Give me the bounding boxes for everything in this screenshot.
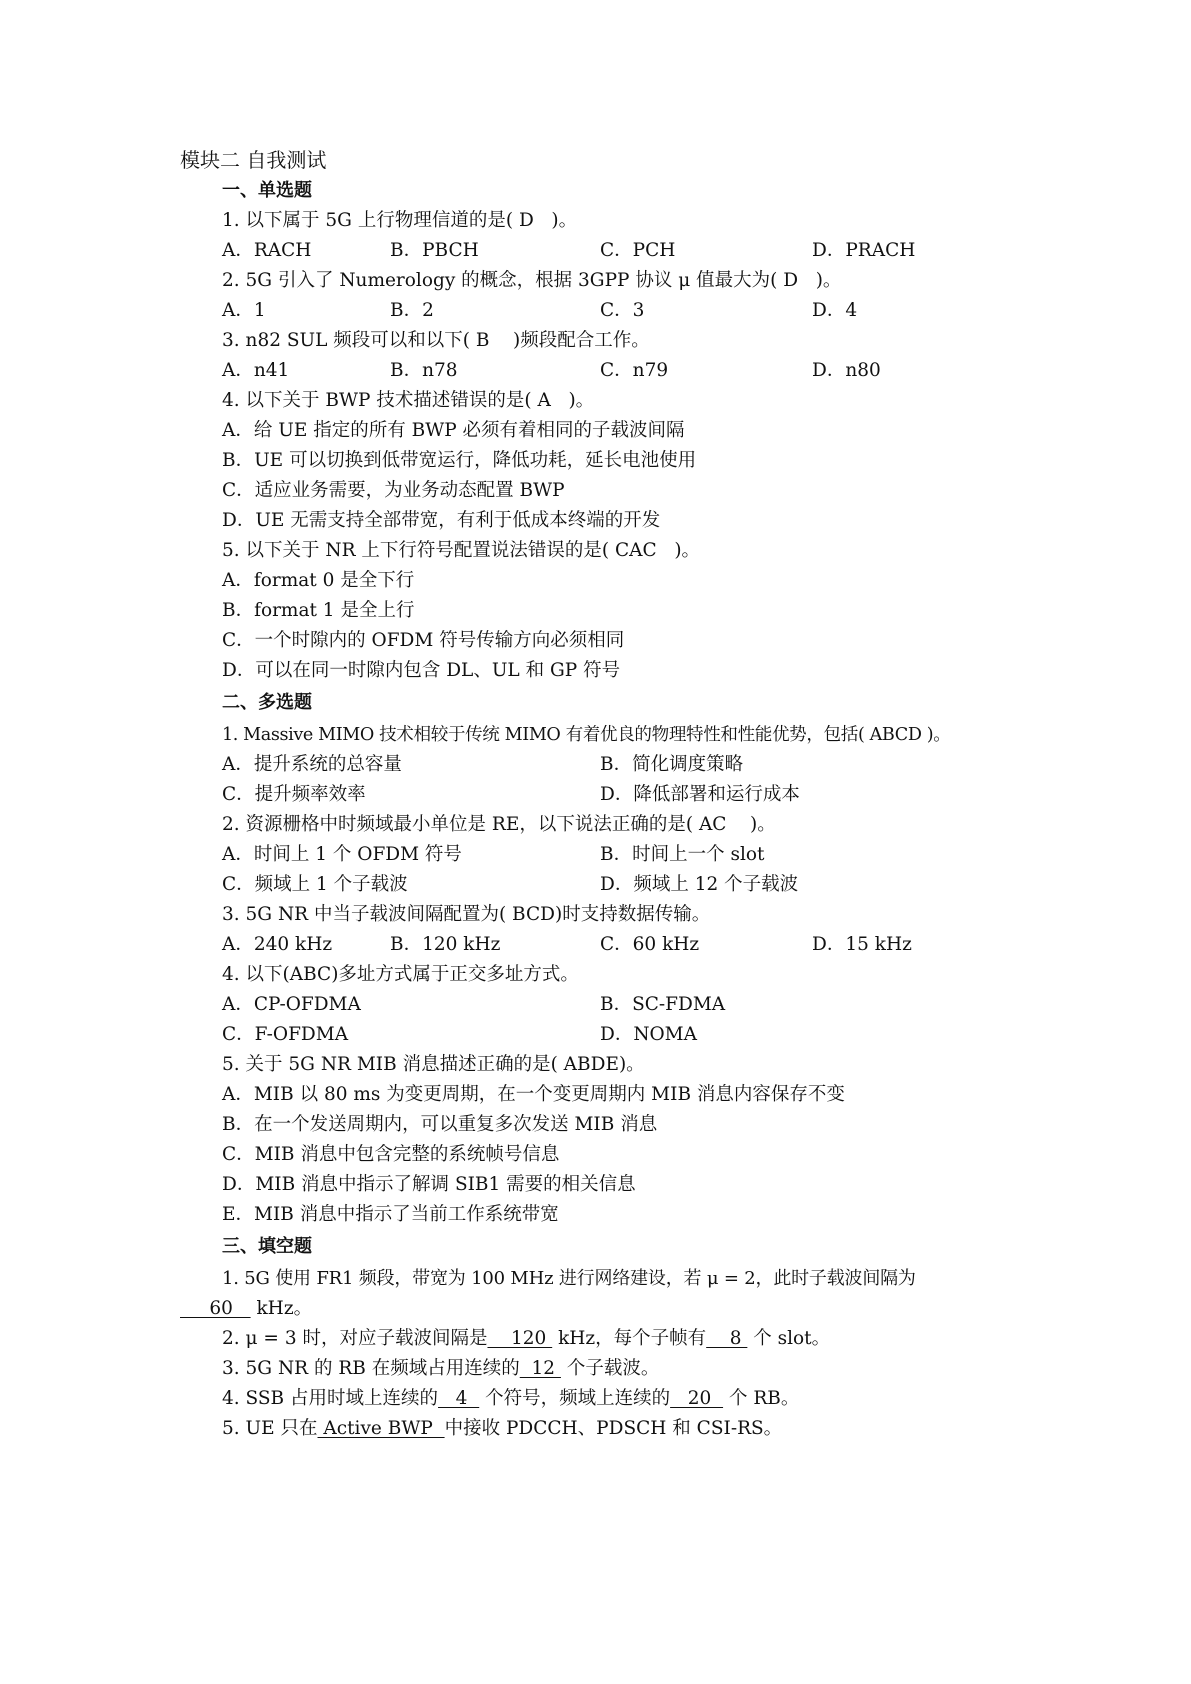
option-b: B．简化调度策略: [600, 754, 744, 775]
option-b: B．UE 可以切换到低带宽运行，降低功耗，延长电池使用: [222, 450, 697, 471]
section-heading-multi: 二、多选题: [222, 692, 312, 713]
option-a: A．提升系统的总容量: [222, 754, 402, 775]
option-b: B．PBCH: [390, 240, 479, 261]
option-b: B．120 kHz: [390, 934, 501, 955]
option-b: B．SC-FDMA: [600, 994, 726, 1015]
fill-question-text: 个子载波。: [560, 1358, 660, 1379]
fill-question-text: 个 RB。: [723, 1388, 800, 1409]
fill-question: [222, 1356, 659, 1382]
option-d: D．15 kHz: [812, 934, 912, 955]
option-c: C．60 kHz: [600, 934, 700, 955]
fill-question-text: 3. 5G NR 的 RB 在频域占用连续的: [222, 1358, 520, 1379]
page-title: 模块二 自我测试: [180, 148, 327, 172]
option-c: C．频域上 1 个子载波: [222, 874, 408, 895]
fill-answer: 12: [519, 1358, 561, 1379]
option-b: B．2: [390, 300, 434, 321]
question-stem: 5. 以下关于 NR 上下行符号配置说法错误的是( CAC )。: [222, 540, 701, 561]
option-b: B．n78: [390, 360, 458, 381]
section-heading-fill: 三、填空题: [222, 1236, 312, 1257]
option-d: D．NOMA: [600, 1024, 697, 1045]
question-stem: 1. Massive MIMO 技术相较于传统 MIMO 有着优良的物理特性和性能优势，包括( ABCD )。: [222, 725, 951, 745]
option-a: A．format 0 是全下行: [222, 570, 415, 591]
option-d: D．UE 无需支持全部带宽，有利于低成本终端的开发: [222, 510, 661, 531]
option-c: C．PCH: [600, 240, 676, 261]
fill-answer: 120: [487, 1328, 553, 1349]
option-d: D．4: [812, 300, 858, 321]
option-a: A．240 kHz: [222, 934, 333, 955]
option-c: C．MIB 消息中包含完整的系统帧号信息: [222, 1144, 560, 1165]
fill-question-text: 1. 5G 使用 FR1 频段，带宽为 100 MHz 进行网络建设，若 μ = 2，此时子载波间隔为: [222, 1268, 916, 1289]
option-d: D．n80: [812, 360, 881, 381]
question-stem: 5. 关于 5G NR MIB 消息描述正确的是( ABDE)。: [222, 1054, 645, 1075]
option-c: C．n79: [600, 360, 669, 381]
fill-question-continuation: [180, 1296, 312, 1322]
fill-question-text: kHz。: [250, 1298, 313, 1319]
fill-question-text: kHz，每个子帧有: [552, 1328, 707, 1349]
fill-question: [222, 1386, 799, 1412]
question-stem: 2. 5G 引入了 Numerology 的概念，根据 3GPP 协议 μ 值最大为( D )。: [222, 270, 842, 291]
question-stem: 4. 以下(ABC)多址方式属于正交多址方式。: [222, 964, 579, 985]
option-a: A．RACH: [222, 240, 312, 261]
option-d: D．降低部署和运行成本: [600, 784, 800, 805]
fill-question-text: 个符号，频域上连续的: [479, 1388, 671, 1409]
question-stem: 3. n82 SUL 频段可以和以下( B )频段配合工作。: [222, 330, 650, 351]
option-e: E．MIB 消息中指示了当前工作系统带宽: [222, 1204, 559, 1225]
section-heading-single: 一、单选题: [222, 180, 312, 201]
option-c: C．提升频率效率: [222, 784, 366, 805]
fill-question-text: 2. μ = 3 时，对应子载波间隔是: [222, 1328, 488, 1349]
fill-answer: 60: [180, 1298, 251, 1319]
option-a: A．时间上 1 个 OFDM 符号: [222, 844, 462, 865]
fill-question-text: 个 slot。: [747, 1328, 831, 1349]
option-c: C．适应业务需要，为业务动态配置 BWP: [222, 480, 565, 501]
option-d: D．可以在同一时隙内包含 DL、UL 和 GP 符号: [222, 660, 621, 681]
fill-question-text: 4. SSB 占用时域上连续的: [222, 1388, 439, 1409]
option-b: B．在一个发送周期内，可以重复多次发送 MIB 消息: [222, 1114, 658, 1135]
option-b: B．format 1 是全上行: [222, 600, 415, 621]
question-stem: 3. 5G NR 中当子载波间隔配置为( BCD)时支持数据传输。: [222, 904, 711, 925]
option-a: A．MIB 以 80 ms 为变更周期，在一个变更周期内 MIB 消息内容保存不变: [222, 1084, 845, 1105]
option-c: C．F-OFDMA: [222, 1024, 349, 1045]
fill-question-text: 中接收 PDCCH、PDSCH 和 CSI-RS。: [444, 1418, 783, 1439]
option-b: B．时间上一个 slot: [600, 844, 765, 865]
question-stem: 2. 资源栅格中时频域最小单位是 RE，以下说法正确的是( AC )。: [222, 814, 776, 835]
fill-answer: 8: [706, 1328, 748, 1349]
fill-question-text: 5. UE 只在: [222, 1418, 318, 1439]
option-a: A．n41: [222, 360, 290, 381]
option-d: D．PRACH: [812, 240, 916, 261]
option-c: C．3: [600, 300, 645, 321]
option-a: A．1: [222, 300, 266, 321]
option-d: D．频域上 12 个子载波: [600, 874, 799, 895]
option-a: A．给 UE 指定的所有 BWP 必须有着相同的子载波间隔: [222, 420, 685, 441]
option-c: C．一个时隙内的 OFDM 符号传输方向必须相同: [222, 630, 625, 651]
fill-answer: Active BWP: [317, 1418, 445, 1439]
question-stem: 4. 以下关于 BWP 技术描述错误的是( A )。: [222, 390, 595, 411]
fill-question: [222, 1416, 782, 1442]
fill-question: [222, 1326, 830, 1352]
option-a: A．CP-OFDMA: [222, 994, 361, 1015]
fill-answer: 4: [438, 1388, 480, 1409]
option-d: D．MIB 消息中指示了解调 SIB1 需要的相关信息: [222, 1174, 636, 1195]
question-stem: 1. 以下属于 5G 上行物理信道的是( D )。: [222, 210, 578, 231]
fill-answer: 20: [670, 1388, 724, 1409]
